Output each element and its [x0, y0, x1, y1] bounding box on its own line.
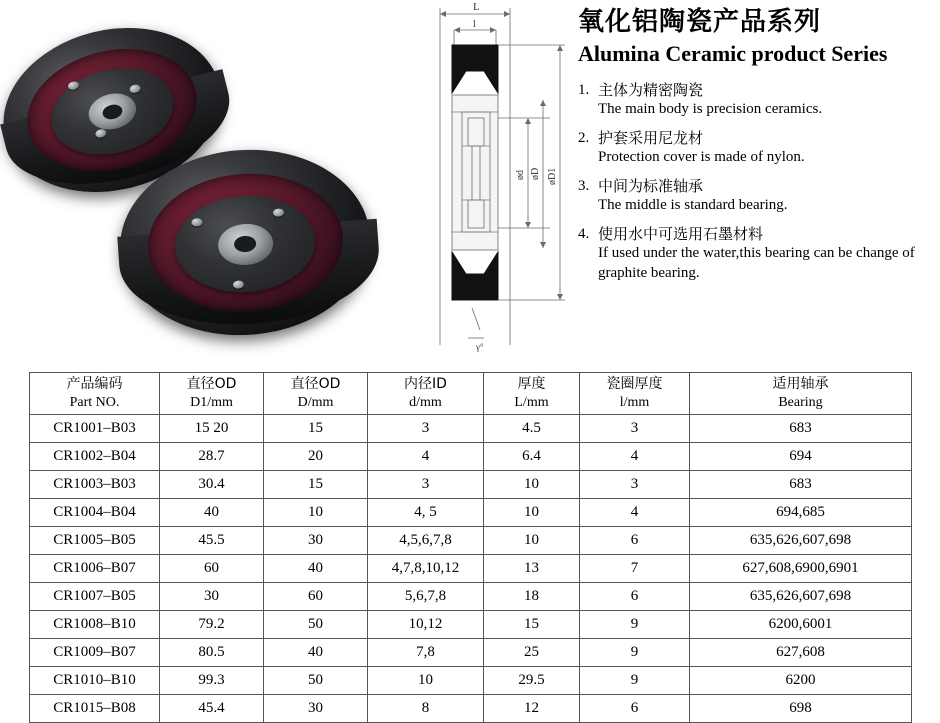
header-en: Bearing [778, 394, 823, 410]
header-cn: 瓷圈厚度 [606, 376, 663, 392]
table-cell: 4,7,8,10,12 [368, 555, 484, 583]
table-cell: 4, 5 [368, 499, 484, 527]
table-cell: 9 [580, 611, 690, 639]
header-cn: 产品编码 [66, 376, 123, 392]
table-cell: 694 [690, 443, 912, 471]
table-header-cell [30, 373, 160, 415]
table-row [30, 415, 912, 443]
table-cell: 40 [264, 555, 368, 583]
table-cell: 60 [160, 555, 264, 583]
drawing-label-angle: γ° [476, 342, 484, 352]
feature-text-cn: 使用水中可选用石墨材料 [598, 224, 764, 243]
table-cell: 683 [690, 415, 912, 443]
table-cell: 99.3 [160, 667, 264, 695]
table-cell: 10 [484, 471, 580, 499]
feature-number: 4. [578, 225, 590, 242]
table-cell: 28.7 [160, 443, 264, 471]
drawing-label-l: l [473, 19, 476, 30]
table-cell: 7,8 [368, 639, 484, 667]
technical-drawing [410, 0, 580, 365]
table-cell: CR1004–B04 [30, 499, 160, 527]
header-cn: 直径OD [290, 376, 341, 392]
table-cell: CR1005–B05 [30, 527, 160, 555]
table-cell: 30 [264, 527, 368, 555]
feature-item-1 [578, 81, 936, 120]
drawing-label-L: L [473, 1, 480, 13]
table-cell: 45.4 [160, 695, 264, 723]
table-cell: 10 [264, 499, 368, 527]
product-photo [0, 0, 420, 365]
table-cell: 8 [368, 695, 484, 723]
table-cell: CR1015–B08 [30, 695, 160, 723]
table-cell: 15 [264, 415, 368, 443]
table-cell: 694,685 [690, 499, 912, 527]
table-cell: CR1010–B10 [30, 667, 160, 695]
table-cell: 3 [580, 415, 690, 443]
feature-number: 2. [578, 129, 590, 146]
table-row [30, 555, 912, 583]
table-cell: CR1003–B03 [30, 471, 160, 499]
table-header-cell [690, 373, 912, 415]
table-cell: 683 [690, 471, 912, 499]
table-cell: 15 [484, 611, 580, 639]
table-cell: 4,5,6,7,8 [368, 527, 484, 555]
table-header-cell [368, 373, 484, 415]
table-cell: 4 [580, 443, 690, 471]
table-cell: 3 [368, 415, 484, 443]
table-cell: 6.4 [484, 443, 580, 471]
table-cell: 7 [580, 555, 690, 583]
table-row [30, 611, 912, 639]
page-title-cn: 氧化铝陶瓷产品系列 [578, 7, 822, 37]
table-cell: 9 [580, 667, 690, 695]
header-en: l/mm [619, 394, 650, 410]
feature-item-3 [578, 177, 936, 216]
feature-text-en: The middle is standard bearing. [598, 197, 788, 214]
table-header-cell [264, 373, 368, 415]
table-cell: 4.5 [484, 415, 580, 443]
table-cell: 50 [264, 667, 368, 695]
feature-text-en: Protection cover is made of nylon. [598, 149, 805, 166]
table-cell: 698 [690, 695, 912, 723]
table-cell: CR1002–B04 [30, 443, 160, 471]
table-cell: 4 [368, 443, 484, 471]
table-cell: 12 [484, 695, 580, 723]
table-cell: 30.4 [160, 471, 264, 499]
table-cell: CR1007–B05 [30, 583, 160, 611]
table-cell: CR1001–B03 [30, 415, 160, 443]
header-en: L/mm [514, 394, 549, 410]
drawing-label-oD: øD [530, 167, 541, 180]
table-cell: 29.5 [484, 667, 580, 695]
table-cell: 635,626,607,698 [690, 527, 912, 555]
table-cell: 80.5 [160, 639, 264, 667]
table-cell: 4 [580, 499, 690, 527]
table-cell: CR1008–B10 [30, 611, 160, 639]
table-cell: CR1006–B07 [30, 555, 160, 583]
header-en: Part NO. [69, 394, 120, 410]
feature-text-en: The main body is precision ceramics. [598, 101, 823, 118]
table-row [30, 639, 912, 667]
header-en: D/mm [297, 394, 334, 410]
table-cell: 18 [484, 583, 580, 611]
table-cell: 627,608 [690, 639, 912, 667]
table-cell: 13 [484, 555, 580, 583]
table-header-cell [484, 373, 580, 415]
table-cell: 10 [484, 499, 580, 527]
feature-number: 1. [578, 81, 590, 98]
table-cell: 627,608,6900,6901 [690, 555, 912, 583]
table-cell: 40 [160, 499, 264, 527]
header-cn: 适用轴承 [772, 376, 829, 392]
table-cell: 79.2 [160, 611, 264, 639]
specification-table [29, 372, 912, 723]
table-cell: 15 [264, 471, 368, 499]
specification-table-wrap [29, 372, 911, 723]
feature-text-cn: 护套采用尼龙材 [598, 128, 704, 147]
table-row [30, 695, 912, 723]
table-cell: 6 [580, 527, 690, 555]
table-row [30, 527, 912, 555]
table-cell: 6200 [690, 667, 912, 695]
drawing-label-oD1: øD1 [547, 167, 558, 185]
header-en: D1/mm [190, 394, 233, 410]
product-description [578, 8, 936, 292]
table-row [30, 499, 912, 527]
table-cell: 3 [580, 471, 690, 499]
feature-text-en: If used under the water,this bearing can be change of graphite bearing. [598, 245, 915, 281]
feature-item-2 [578, 129, 936, 168]
table-cell: 10 [368, 667, 484, 695]
table-cell: 6 [580, 695, 690, 723]
table-cell: 6200,6001 [690, 611, 912, 639]
feature-text-cn: 主体为精密陶瓷 [598, 80, 704, 99]
header-cn: 厚度 [517, 376, 546, 392]
feature-number: 3. [578, 177, 590, 194]
table-row [30, 667, 912, 695]
table-row [30, 583, 912, 611]
table-header-row [30, 373, 912, 415]
table-cell: CR1009–B07 [30, 639, 160, 667]
table-cell: 635,626,607,698 [690, 583, 912, 611]
drawing-label-od: ød [515, 170, 526, 180]
table-cell: 25 [484, 639, 580, 667]
table-cell: 6 [580, 583, 690, 611]
table-cell: 30 [160, 583, 264, 611]
cross-section-svg [410, 0, 580, 365]
table-row [30, 471, 912, 499]
table-cell: 10,12 [368, 611, 484, 639]
table-cell: 9 [580, 639, 690, 667]
table-cell: 20 [264, 443, 368, 471]
table-header-cell [160, 373, 264, 415]
screw-icon [233, 280, 245, 289]
feature-item-4 [578, 225, 936, 284]
table-cell: 45.5 [160, 527, 264, 555]
table-header-cell [580, 373, 690, 415]
feature-text-cn: 中间为标准轴承 [598, 176, 704, 195]
table-cell: 60 [264, 583, 368, 611]
table-cell: 3 [368, 471, 484, 499]
table-cell: 5,6,7,8 [368, 583, 484, 611]
table-cell: 40 [264, 639, 368, 667]
page-title-en: Alumina Ceramic product Series [578, 40, 888, 66]
screw-icon [191, 218, 203, 227]
header-cn: 直径OD [186, 376, 237, 392]
table-row [30, 443, 912, 471]
table-cell: 15 20 [160, 415, 264, 443]
header-cn: 内径ID [404, 376, 447, 392]
table-cell: 30 [264, 695, 368, 723]
pulley-photo-lower [114, 142, 376, 344]
table-cell: 50 [264, 611, 368, 639]
table-cell: 10 [484, 527, 580, 555]
header-en: d/mm [409, 394, 442, 410]
